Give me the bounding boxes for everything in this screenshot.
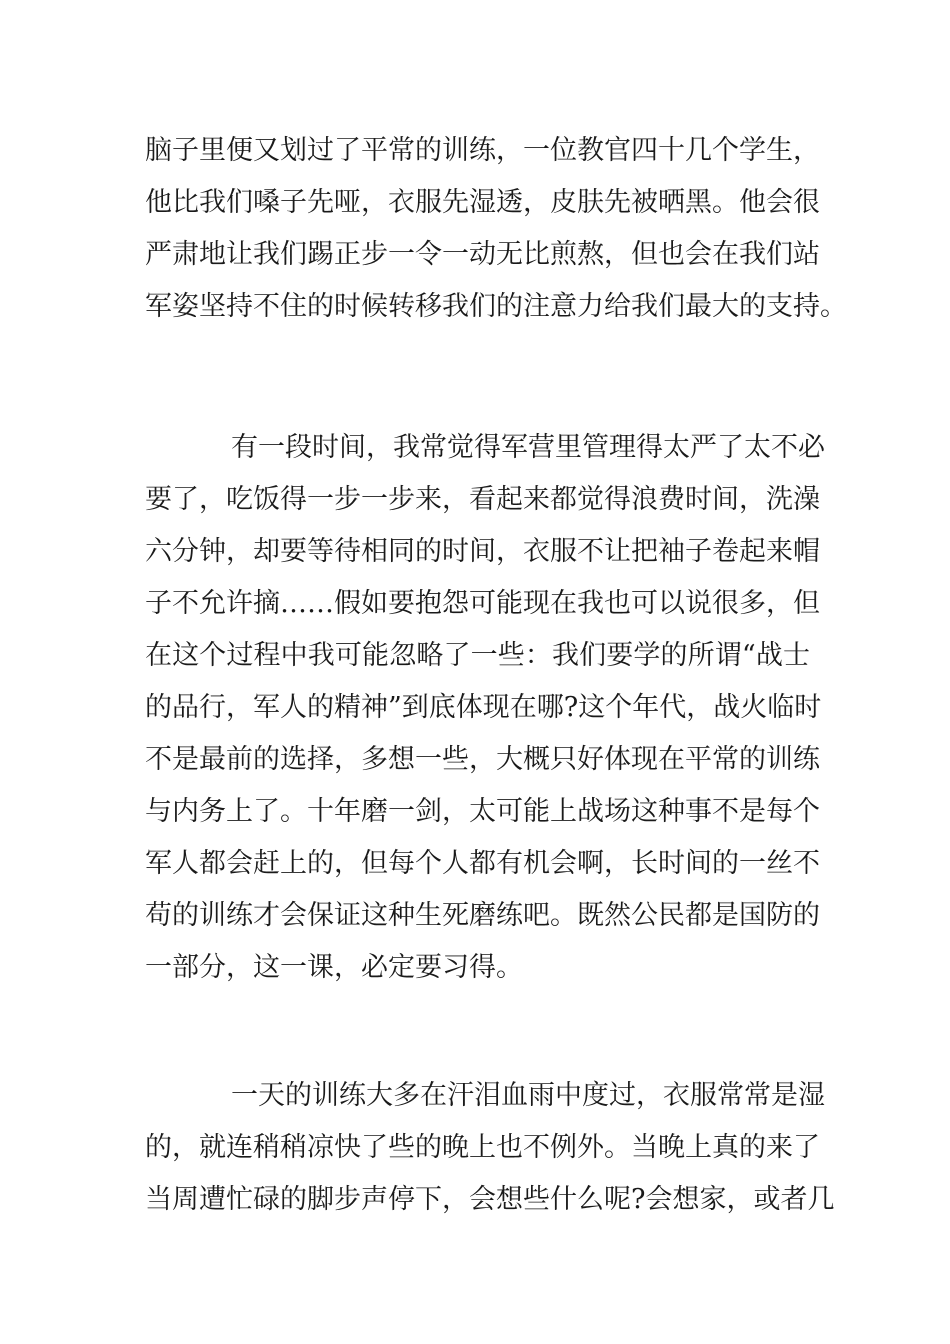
text-line: 一部分，这一课，必定要习得。 [145, 952, 523, 983]
text-line: 不是最前的选择，多想一些，大概只好体现在平常的训练 [145, 744, 820, 775]
text-line: 的，就连稍稍凉快了些的晚上也不例外。当晚上真的来了 [145, 1132, 820, 1163]
text-line: 军姿坚持不住的时候转移我们的注意力给我们最大的支持。 [145, 291, 847, 322]
text-line: 脑子里便又划过了平常的训练，一位教官四十几个学生， [145, 135, 820, 166]
text-line: 子不允许摘……假如要抱怨可能现在我也可以说很多，但 [145, 588, 820, 619]
text-line: 六分钟，却要等待相同的时间，衣服不让把袖子卷起来帽 [145, 536, 820, 567]
text-line: 的品行，军人的精神”到底体现在哪?这个年代，战火临时 [145, 692, 822, 723]
text-line: 在这个过程中我可能忽略了一些：我们要学的所谓“战士 [145, 640, 810, 671]
text-line: 与内务上了。十年磨一剑，太可能上战场这种事不是每个 [145, 796, 820, 827]
text-line: 苟的训练才会保证这种生死磨练吧。既然公民都是国防的 [145, 900, 820, 931]
paragraph-barracks-management [145, 422, 825, 994]
text-line: 要了，吃饭得一步一步来，看起来都觉得浪费时间，洗澡 [145, 484, 820, 515]
text-line: 他比我们嗓子先哑，衣服先湿透，皮肤先被晒黑。他会很 [145, 187, 820, 218]
text-line: 当周遭忙碌的脚步声停下，会想些什么呢?会想家，或者几 [145, 1184, 835, 1215]
text-line: 有一段时间，我常觉得军营里管理得太严了太不必 [231, 432, 825, 463]
text-line: 严肃地让我们踢正步一令一动无比煎熬，但也会在我们站 [145, 239, 820, 270]
text-line: 一天的训练大多在汗泪血雨中度过，衣服常常是湿 [231, 1080, 825, 1111]
paragraph-evening-thoughts [145, 1070, 835, 1226]
text-line: 军人都会赶上的，但每个人都有机会啊，长时间的一丝不 [145, 848, 820, 879]
paragraph-training-memory [145, 125, 847, 333]
